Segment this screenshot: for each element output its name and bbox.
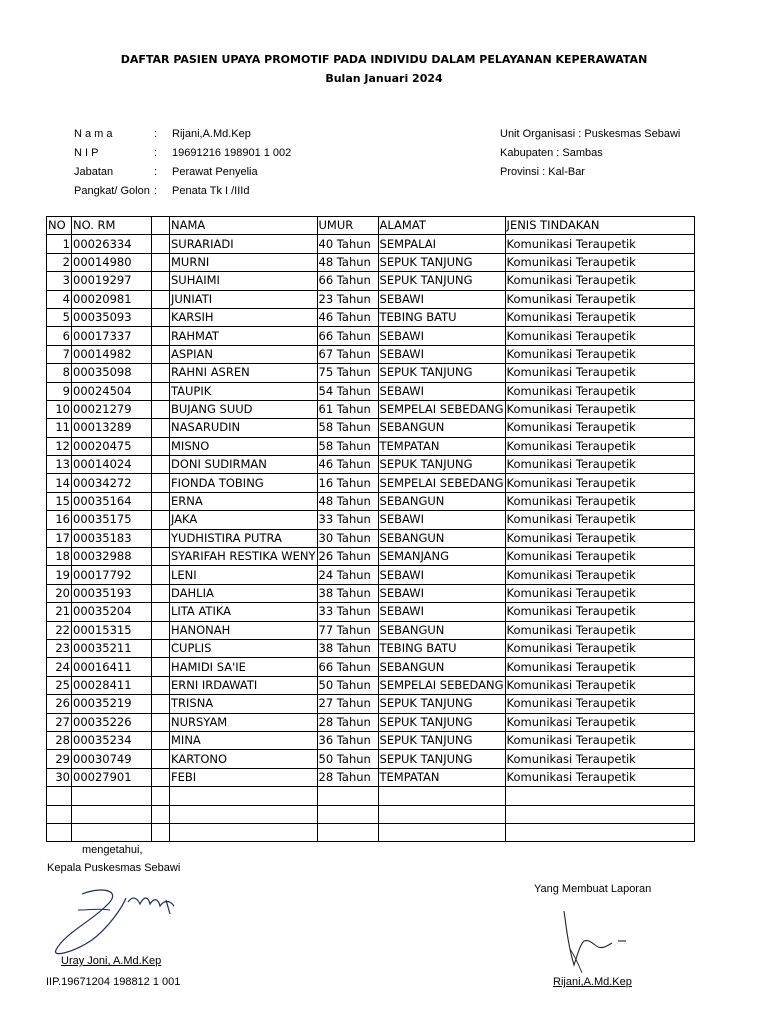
cell-no-rm: 00013289 xyxy=(72,419,152,437)
kepala-name: Uray Joni, A.Md.Kep xyxy=(61,955,162,967)
cell-no: 14 xyxy=(47,474,72,492)
cell-jenis-tindakan: Komunikasi Teraupetik xyxy=(505,327,694,345)
cell-alamat: SEPUK TANJUNG xyxy=(378,750,505,768)
cell-jenis-tindakan: Komunikasi Teraupetik xyxy=(505,713,694,731)
table-row xyxy=(47,566,695,584)
cell-blank xyxy=(152,566,170,584)
empty-cell xyxy=(378,805,505,823)
cell-jenis-tindakan: Komunikasi Teraupetik xyxy=(505,235,694,253)
cell-no-rm: 00035193 xyxy=(72,584,152,602)
cell-blank xyxy=(152,474,170,492)
cell-no-rm: 00024504 xyxy=(72,382,152,400)
table-row xyxy=(47,768,695,786)
cell-no: 2 xyxy=(47,253,72,271)
cell-jenis-tindakan: Komunikasi Teraupetik xyxy=(505,400,694,418)
table-row xyxy=(47,548,695,566)
header-no-rm: NO. RM xyxy=(72,217,152,235)
cell-umur: 38 Tahun xyxy=(317,639,378,657)
cell-jenis-tindakan: Komunikasi Teraupetik xyxy=(505,529,694,547)
cell-umur: 50 Tahun xyxy=(317,750,378,768)
cell-umur: 58 Tahun xyxy=(317,419,378,437)
cell-umur: 48 Tahun xyxy=(317,492,378,510)
table-row xyxy=(47,456,695,474)
cell-blank xyxy=(152,676,170,694)
cell-nama: RAHMAT xyxy=(170,327,318,345)
cell-jenis-tindakan: Komunikasi Teraupetik xyxy=(505,768,694,786)
cell-alamat: SEMPALAI xyxy=(378,235,505,253)
empty-row xyxy=(47,823,695,841)
cell-blank xyxy=(152,658,170,676)
cell-jenis-tindakan: Komunikasi Teraupetik xyxy=(505,511,694,529)
table-row xyxy=(47,676,695,694)
table-row xyxy=(47,437,695,455)
cell-no: 9 xyxy=(47,382,72,400)
cell-nama: LITA ATIKA xyxy=(170,603,318,621)
cell-jenis-tindakan: Komunikasi Teraupetik xyxy=(505,492,694,510)
cell-blank xyxy=(152,492,170,510)
cell-alamat: TEMPATAN xyxy=(378,768,505,786)
pangkat-value: Penata Tk I /IIId xyxy=(172,185,250,197)
cell-alamat: TEBING BATU xyxy=(378,308,505,326)
cell-nama: LENI xyxy=(170,566,318,584)
cell-no-rm: 00017337 xyxy=(72,327,152,345)
empty-row xyxy=(47,805,695,823)
empty-cell xyxy=(317,823,378,841)
cell-no: 27 xyxy=(47,713,72,731)
table-header-row xyxy=(47,217,695,235)
cell-blank xyxy=(152,235,170,253)
cell-nama: KARTONO xyxy=(170,750,318,768)
cell-no-rm: 00026334 xyxy=(72,235,152,253)
cell-jenis-tindakan: Komunikasi Teraupetik xyxy=(505,253,694,271)
cell-no: 1 xyxy=(47,235,72,253)
empty-cell xyxy=(152,787,170,805)
cell-umur: 48 Tahun xyxy=(317,253,378,271)
cell-nama: ASPIAN xyxy=(170,345,318,363)
cell-umur: 36 Tahun xyxy=(317,731,378,749)
cell-umur: 33 Tahun xyxy=(317,511,378,529)
cell-no-rm: 00034272 xyxy=(72,474,152,492)
cell-nama: DAHLIA xyxy=(170,584,318,602)
cell-blank xyxy=(152,529,170,547)
cell-jenis-tindakan: Komunikasi Teraupetik xyxy=(505,695,694,713)
cell-alamat: SEPUK TANJUNG xyxy=(378,456,505,474)
table-row xyxy=(47,364,695,382)
table-row xyxy=(47,272,695,290)
cell-blank xyxy=(152,584,170,602)
provinsi: Provinsi : Kal-Bar xyxy=(500,166,585,178)
cell-nama: CUPLIS xyxy=(170,639,318,657)
cell-alamat: SEBAWI xyxy=(378,327,505,345)
cell-nama: MINA xyxy=(170,731,318,749)
cell-nama: HAMIDI SA'IE xyxy=(170,658,318,676)
cell-umur: 61 Tahun xyxy=(317,400,378,418)
cell-nama: TRISNA xyxy=(170,695,318,713)
cell-no: 5 xyxy=(47,308,72,326)
empty-cell xyxy=(72,805,152,823)
table-row xyxy=(47,695,695,713)
cell-umur: 28 Tahun xyxy=(317,768,378,786)
cell-umur: 33 Tahun xyxy=(317,603,378,621)
cell-no-rm: 00035211 xyxy=(72,639,152,657)
cell-jenis-tindakan: Komunikasi Teraupetik xyxy=(505,272,694,290)
cell-jenis-tindakan: Komunikasi Teraupetik xyxy=(505,658,694,676)
table-row xyxy=(47,584,695,602)
cell-no: 18 xyxy=(47,548,72,566)
empty-cell xyxy=(47,823,72,841)
cell-alamat: SEBAWI xyxy=(378,345,505,363)
cell-blank xyxy=(152,345,170,363)
cell-nama: SUHAIMI xyxy=(170,272,318,290)
pembuat-name: Rijani,A.Md.Kep xyxy=(553,976,632,988)
cell-nama: MURNI xyxy=(170,253,318,271)
table-row xyxy=(47,750,695,768)
cell-nama: ERNA xyxy=(170,492,318,510)
cell-alamat: SEBANGUN xyxy=(378,492,505,510)
cell-jenis-tindakan: Komunikasi Teraupetik xyxy=(505,676,694,694)
kepala-title: Kepala Puskesmas Sebawi xyxy=(47,862,181,874)
empty-cell xyxy=(378,823,505,841)
cell-alamat: TEBING BATU xyxy=(378,639,505,657)
cell-umur: 38 Tahun xyxy=(317,584,378,602)
cell-blank xyxy=(152,400,170,418)
cell-umur: 50 Tahun xyxy=(317,676,378,694)
cell-nama: BUJANG SUUD xyxy=(170,400,318,418)
empty-cell xyxy=(170,787,318,805)
cell-jenis-tindakan: Komunikasi Teraupetik xyxy=(505,382,694,400)
cell-blank xyxy=(152,621,170,639)
cell-jenis-tindakan: Komunikasi Teraupetik xyxy=(505,731,694,749)
empty-cell xyxy=(378,787,505,805)
cell-alamat: SEBANGUN xyxy=(378,658,505,676)
cell-nama: JUNIATI xyxy=(170,290,318,308)
empty-cell xyxy=(152,823,170,841)
empty-cell xyxy=(152,805,170,823)
cell-umur: 27 Tahun xyxy=(317,695,378,713)
cell-no-rm: 00017792 xyxy=(72,566,152,584)
cell-alamat: TEMPATAN xyxy=(378,437,505,455)
cell-no: 11 xyxy=(47,419,72,437)
cell-umur: 40 Tahun xyxy=(317,235,378,253)
cell-nama: YUDHISTIRA PUTRA xyxy=(170,529,318,547)
cell-nama: TAUPIK xyxy=(170,382,318,400)
table-row xyxy=(47,345,695,363)
cell-alamat: SEBAWI xyxy=(378,603,505,621)
table-row xyxy=(47,731,695,749)
cell-nama: DONI SUDIRMAN xyxy=(170,456,318,474)
cell-umur: 16 Tahun xyxy=(317,474,378,492)
cell-blank xyxy=(152,603,170,621)
cell-no-rm: 00014980 xyxy=(72,253,152,271)
table-row xyxy=(47,308,695,326)
jabatan-label: Jabatan xyxy=(74,166,114,178)
cell-no: 13 xyxy=(47,456,72,474)
cell-jenis-tindakan: Komunikasi Teraupetik xyxy=(505,621,694,639)
cell-nama: FEBI xyxy=(170,768,318,786)
table-row xyxy=(47,290,695,308)
cell-alamat: SEBAWI xyxy=(378,290,505,308)
cell-alamat: SEMPELAI SEBEDANG xyxy=(378,676,505,694)
cell-jenis-tindakan: Komunikasi Teraupetik xyxy=(505,603,694,621)
cell-blank xyxy=(152,768,170,786)
cell-no: 6 xyxy=(47,327,72,345)
cell-no: 15 xyxy=(47,492,72,510)
header-alamat: ALAMAT xyxy=(378,217,505,235)
cell-nama: NURSYAM xyxy=(170,713,318,731)
cell-nama: HANONAH xyxy=(170,621,318,639)
cell-no-rm: 00032988 xyxy=(72,548,152,566)
nip-colon: : xyxy=(154,147,158,159)
unit-organisasi: Unit Organisasi : Puskesmas Sebawi xyxy=(500,128,681,140)
cell-nama: JAKA xyxy=(170,511,318,529)
empty-row xyxy=(47,787,695,805)
empty-cell xyxy=(72,787,152,805)
cell-no: 19 xyxy=(47,566,72,584)
cell-blank xyxy=(152,456,170,474)
cell-blank xyxy=(152,548,170,566)
cell-jenis-tindakan: Komunikasi Teraupetik xyxy=(505,364,694,382)
header-umur: UMUR xyxy=(317,217,378,235)
table-row xyxy=(47,235,695,253)
cell-no-rm: 00035204 xyxy=(72,603,152,621)
cell-no: 24 xyxy=(47,658,72,676)
header-jenis-tindakan: JENIS TINDAKAN xyxy=(505,217,694,235)
cell-no-rm: 00035093 xyxy=(72,308,152,326)
cell-umur: 54 Tahun xyxy=(317,382,378,400)
table-row xyxy=(47,382,695,400)
cell-blank xyxy=(152,750,170,768)
cell-alamat: SEPUK TANJUNG xyxy=(378,695,505,713)
cell-no-rm: 00020475 xyxy=(72,437,152,455)
cell-no-rm: 00035234 xyxy=(72,731,152,749)
cell-alamat: SEMPELAI SEBEDANG xyxy=(378,400,505,418)
cell-nama: ERNI IRDAWATI xyxy=(170,676,318,694)
nip-label: N I P xyxy=(74,147,99,159)
cell-alamat: SEPUK TANJUNG xyxy=(378,364,505,382)
cell-jenis-tindakan: Komunikasi Teraupetik xyxy=(505,474,694,492)
table-row xyxy=(47,621,695,639)
table-row xyxy=(47,492,695,510)
cell-no-rm: 00035183 xyxy=(72,529,152,547)
cell-alamat: SEBAWI xyxy=(378,584,505,602)
cell-jenis-tindakan: Komunikasi Teraupetik xyxy=(505,639,694,657)
cell-jenis-tindakan: Komunikasi Teraupetik xyxy=(505,456,694,474)
cell-no-rm: 00021279 xyxy=(72,400,152,418)
cell-alamat: SEBAWI xyxy=(378,566,505,584)
cell-alamat: SEBAWI xyxy=(378,382,505,400)
empty-cell xyxy=(317,787,378,805)
cell-no-rm: 00014024 xyxy=(72,456,152,474)
cell-umur: 66 Tahun xyxy=(317,327,378,345)
cell-no-rm: 00014982 xyxy=(72,345,152,363)
nama-label: N a m a xyxy=(74,128,113,140)
kabupaten: Kabupaten : Sambas xyxy=(500,147,603,159)
cell-umur: 77 Tahun xyxy=(317,621,378,639)
mengetahui-text: mengetahui, xyxy=(82,844,143,856)
table-row xyxy=(47,658,695,676)
cell-jenis-tindakan: Komunikasi Teraupetik xyxy=(505,548,694,566)
cell-nama: SURARIADI xyxy=(170,235,318,253)
cell-nama: NASARUDIN xyxy=(170,419,318,437)
cell-no: 30 xyxy=(47,768,72,786)
pembuat-title: Yang Membuat Laporan xyxy=(534,883,652,895)
jabatan-colon: : xyxy=(154,166,158,178)
table-body xyxy=(47,235,695,842)
cell-no: 10 xyxy=(47,400,72,418)
cell-no: 16 xyxy=(47,511,72,529)
table-row xyxy=(47,713,695,731)
empty-cell xyxy=(505,823,694,841)
cell-nama: KARSIH xyxy=(170,308,318,326)
jabatan-value: Perawat Penyelia xyxy=(172,166,258,178)
document-period: Bulan Januari 2024 xyxy=(325,72,443,85)
empty-cell xyxy=(317,805,378,823)
pembuat-signature xyxy=(550,905,650,980)
cell-nama: RAHNI ASREN xyxy=(170,364,318,382)
cell-no-rm: 00030749 xyxy=(72,750,152,768)
cell-blank xyxy=(152,695,170,713)
empty-cell xyxy=(505,787,694,805)
cell-no: 21 xyxy=(47,603,72,621)
nip-value: 19691216 198901 1 002 xyxy=(172,147,292,159)
cell-jenis-tindakan: Komunikasi Teraupetik xyxy=(505,566,694,584)
table-row xyxy=(47,511,695,529)
cell-umur: 30 Tahun xyxy=(317,529,378,547)
empty-cell xyxy=(47,805,72,823)
patient-table xyxy=(46,216,695,842)
cell-jenis-tindakan: Komunikasi Teraupetik xyxy=(505,308,694,326)
cell-blank xyxy=(152,382,170,400)
cell-jenis-tindakan: Komunikasi Teraupetik xyxy=(505,290,694,308)
cell-blank xyxy=(152,364,170,382)
cell-no: 12 xyxy=(47,437,72,455)
cell-alamat: SEMANJANG xyxy=(378,548,505,566)
header-blank xyxy=(152,217,170,235)
cell-blank xyxy=(152,713,170,731)
cell-umur: 75 Tahun xyxy=(317,364,378,382)
cell-umur: 58 Tahun xyxy=(317,437,378,455)
cell-alamat: SEBANGUN xyxy=(378,621,505,639)
cell-alamat: SEBANGUN xyxy=(378,529,505,547)
cell-no: 29 xyxy=(47,750,72,768)
header-nama: NAMA xyxy=(170,217,318,235)
cell-no-rm: 00035098 xyxy=(72,364,152,382)
cell-umur: 66 Tahun xyxy=(317,272,378,290)
cell-no-rm: 00027901 xyxy=(72,768,152,786)
table-row xyxy=(47,400,695,418)
cell-no: 28 xyxy=(47,731,72,749)
nama-value: Rijani,A.Md.Kep xyxy=(172,128,251,140)
cell-no-rm: 00015315 xyxy=(72,621,152,639)
cell-umur: 23 Tahun xyxy=(317,290,378,308)
cell-blank xyxy=(152,272,170,290)
cell-umur: 28 Tahun xyxy=(317,713,378,731)
cell-no: 3 xyxy=(47,272,72,290)
cell-umur: 24 Tahun xyxy=(317,566,378,584)
cell-no: 20 xyxy=(47,584,72,602)
cell-no: 4 xyxy=(47,290,72,308)
table-row xyxy=(47,639,695,657)
cell-nama: FIONDA TOBING xyxy=(170,474,318,492)
cell-alamat: SEBAWI xyxy=(378,511,505,529)
cell-jenis-tindakan: Komunikasi Teraupetik xyxy=(505,750,694,768)
cell-blank xyxy=(152,327,170,345)
cell-umur: 67 Tahun xyxy=(317,345,378,363)
cell-blank xyxy=(152,511,170,529)
cell-no: 25 xyxy=(47,676,72,694)
cell-no-rm: 00035164 xyxy=(72,492,152,510)
table-row xyxy=(47,327,695,345)
cell-alamat: SEPUK TANJUNG xyxy=(378,731,505,749)
cell-jenis-tindakan: Komunikasi Teraupetik xyxy=(505,419,694,437)
cell-nama: MISNO xyxy=(170,437,318,455)
cell-no: 8 xyxy=(47,364,72,382)
cell-no-rm: 00035219 xyxy=(72,695,152,713)
cell-blank xyxy=(152,731,170,749)
kepala-signature xyxy=(46,880,196,960)
cell-no-rm: 00035226 xyxy=(72,713,152,731)
table-row xyxy=(47,603,695,621)
cell-no-rm: 00019297 xyxy=(72,272,152,290)
cell-umur: 46 Tahun xyxy=(317,308,378,326)
cell-no: 22 xyxy=(47,621,72,639)
cell-alamat: SEPUK TANJUNG xyxy=(378,713,505,731)
pangkat-label: Pangkat/ Golon xyxy=(74,185,150,197)
cell-no: 17 xyxy=(47,529,72,547)
table-row xyxy=(47,253,695,271)
cell-umur: 66 Tahun xyxy=(317,658,378,676)
empty-cell xyxy=(72,823,152,841)
cell-alamat: SEMPELAI SEBEDANG xyxy=(378,474,505,492)
cell-nama: SYARIFAH RESTIKA WENY xyxy=(170,548,318,566)
cell-jenis-tindakan: Komunikasi Teraupetik xyxy=(505,584,694,602)
cell-alamat: SEPUK TANJUNG xyxy=(378,253,505,271)
cell-jenis-tindakan: Komunikasi Teraupetik xyxy=(505,345,694,363)
cell-alamat: SEBANGUN xyxy=(378,419,505,437)
cell-no-rm: 00035175 xyxy=(72,511,152,529)
cell-umur: 26 Tahun xyxy=(317,548,378,566)
cell-blank xyxy=(152,290,170,308)
cell-no-rm: 00016411 xyxy=(72,658,152,676)
empty-cell xyxy=(170,823,318,841)
kepala-nip: IIP.19671204 198812 1 001 xyxy=(46,976,181,988)
cell-no: 7 xyxy=(47,345,72,363)
cell-blank xyxy=(152,253,170,271)
cell-blank xyxy=(152,437,170,455)
table-row xyxy=(47,419,695,437)
cell-no: 26 xyxy=(47,695,72,713)
nama-colon: : xyxy=(154,128,158,140)
cell-jenis-tindakan: Komunikasi Teraupetik xyxy=(505,437,694,455)
table-row xyxy=(47,529,695,547)
cell-no-rm: 00020981 xyxy=(72,290,152,308)
pangkat-colon: : xyxy=(154,185,158,197)
cell-umur: 46 Tahun xyxy=(317,456,378,474)
table-row xyxy=(47,474,695,492)
empty-cell xyxy=(505,805,694,823)
cell-no-rm: 00028411 xyxy=(72,676,152,694)
empty-cell xyxy=(47,787,72,805)
header-no: NO xyxy=(47,217,72,235)
cell-no: 23 xyxy=(47,639,72,657)
document-title: DAFTAR PASIEN UPAYA PROMOTIF PADA INDIVIDU DALAM PELAYANAN KEPERAWATAN xyxy=(120,53,648,66)
cell-blank xyxy=(152,308,170,326)
cell-alamat: SEPUK TANJUNG xyxy=(378,272,505,290)
cell-blank xyxy=(152,639,170,657)
cell-blank xyxy=(152,419,170,437)
empty-cell xyxy=(170,805,318,823)
